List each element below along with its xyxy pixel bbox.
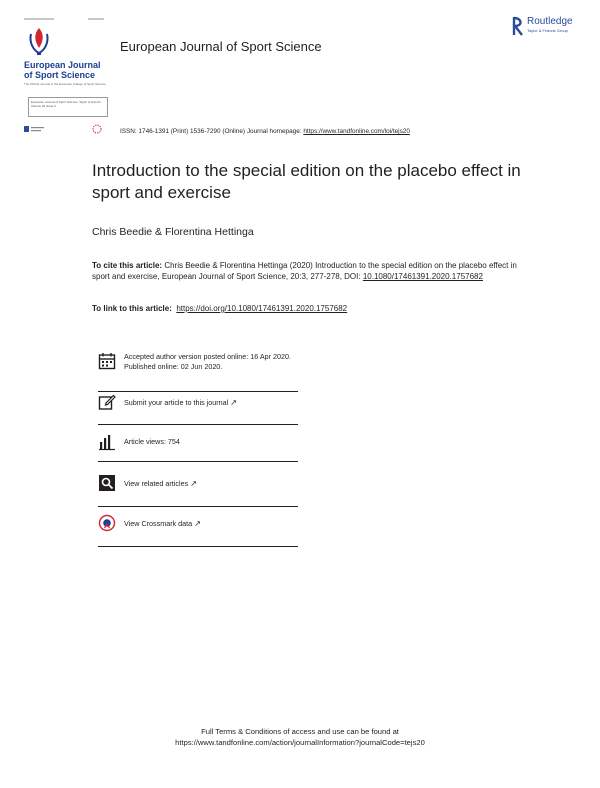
footer-terms-text: Full Terms & Conditions of access and use can be found at bbox=[201, 727, 399, 736]
dates-text bbox=[124, 352, 300, 371]
cover-info-box bbox=[28, 97, 108, 117]
cite-text: Chris Beedie & Florentina Hettinga (2020) Introduction to the special edition on the placebo effect in sport and exercise, European Journal of Sport Science, 20:3, 277-278, DOI: bbox=[92, 261, 517, 282]
divider-2 bbox=[98, 424, 298, 425]
logo-subtitle: The Official Journal of the European College of Sport Science bbox=[24, 82, 106, 86]
publication-dates bbox=[98, 352, 298, 388]
cover-note: European Journal of Sport Science. Taylor & Francis. Volume 20 Issue 3 bbox=[31, 100, 102, 108]
related-link[interactable]: View related articles bbox=[124, 479, 189, 488]
submit-text[interactable] bbox=[124, 398, 302, 408]
left-brand-icons bbox=[24, 124, 104, 134]
crossmark-mini-icon bbox=[92, 124, 102, 134]
accepted-date: Accepted author version posted online: 16 Apr 2020. bbox=[124, 352, 292, 361]
article-doi-link[interactable]: https://doi.org/10.1080/17461391.2020.1757682 bbox=[176, 304, 348, 313]
issn-line bbox=[120, 128, 410, 135]
submit-link[interactable]: Submit your article to this journal bbox=[124, 398, 229, 407]
citation-block bbox=[92, 260, 522, 282]
journal-homepage-link[interactable]: https://www.tandfonline.com/loi/tejs20 bbox=[303, 128, 410, 135]
published-date: Published online: 02 Jun 2020. bbox=[124, 361, 223, 371]
submit-article-row[interactable] bbox=[98, 393, 298, 413]
article-views-row bbox=[98, 433, 298, 453]
related-search-icon bbox=[98, 474, 116, 492]
cite-doi-link[interactable]: 10.1080/17461391.2020.1757682 bbox=[362, 272, 483, 282]
article-link-line bbox=[92, 304, 347, 313]
header-meta-line-left bbox=[24, 18, 54, 20]
edit-pencil-icon bbox=[98, 393, 116, 411]
related-articles-row[interactable] bbox=[98, 474, 298, 494]
external-link-icon: ↗ bbox=[230, 398, 237, 407]
crossmark-row[interactable] bbox=[98, 514, 298, 534]
divider-5 bbox=[98, 546, 298, 547]
cite-label: To cite this article: bbox=[92, 261, 163, 270]
publisher-subtitle: Taylor & Francis Group bbox=[527, 28, 568, 33]
divider-1 bbox=[98, 391, 298, 392]
link-label: To link to this article: bbox=[92, 304, 172, 313]
divider-3 bbox=[98, 461, 298, 462]
logo-journal-title: European Journal of Sport Science bbox=[24, 60, 101, 80]
external-link-icon: ↗ bbox=[194, 519, 201, 528]
routledge-r-icon bbox=[512, 16, 524, 36]
journal-header-title: European Journal of Sport Science bbox=[120, 39, 322, 54]
divider-4 bbox=[98, 506, 298, 507]
ecss-emblem-icon bbox=[28, 26, 50, 56]
taylor-francis-mini-icon bbox=[24, 125, 44, 133]
publisher-name: Routledge bbox=[527, 16, 573, 27]
calendar-icon bbox=[98, 352, 116, 370]
article-authors: Chris Beedie & Florentina Hettinga bbox=[92, 226, 254, 238]
views-text: Article views: 754 bbox=[124, 437, 180, 446]
bar-chart-icon bbox=[98, 433, 116, 451]
issn-text: ISSN: 1746-1391 (Print) 1536-7290 (Online) Journal homepage: bbox=[120, 128, 304, 135]
header-meta-line-right bbox=[88, 18, 104, 20]
publisher-logo bbox=[512, 16, 594, 38]
footer bbox=[0, 726, 600, 748]
footer-terms-link[interactable]: https://www.tandfonline.com/action/journalInformation?journalCode=tejs20 bbox=[175, 738, 425, 747]
article-title: Introduction to the special edition on the placebo effect in sport and exercise bbox=[92, 161, 521, 202]
external-link-icon: ↗ bbox=[190, 479, 197, 488]
related-text[interactable] bbox=[124, 479, 302, 489]
crossmark-icon bbox=[98, 514, 116, 532]
crossmark-text[interactable] bbox=[124, 519, 302, 529]
crossmark-link[interactable]: View Crossmark data bbox=[124, 519, 193, 528]
